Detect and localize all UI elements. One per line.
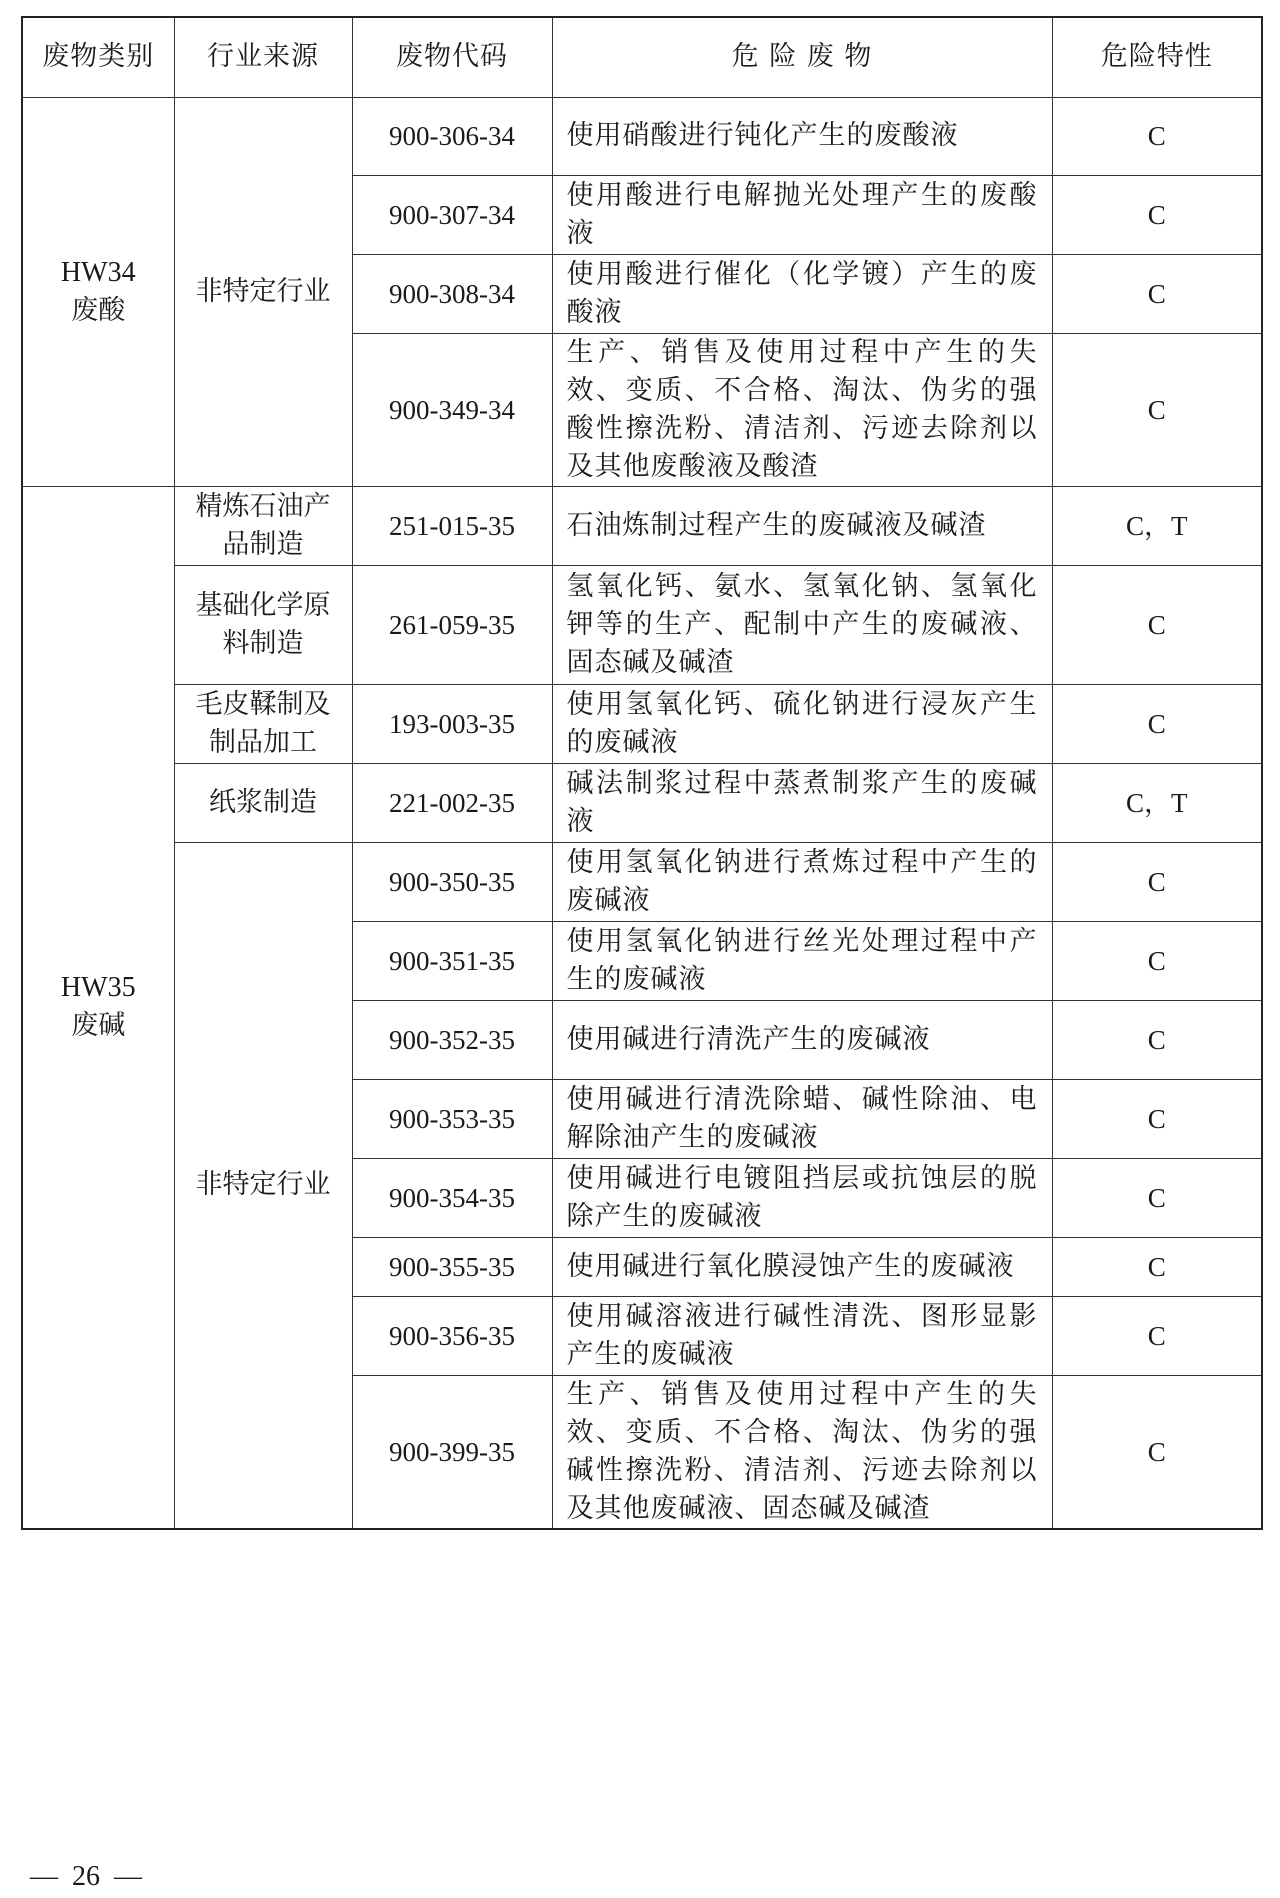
- waste-description-cell: 使用碱进行电镀阻挡层或抗蚀层的脱除产生的废碱液: [552, 1158, 1052, 1237]
- page-number: 26: [72, 1861, 100, 1892]
- waste-code-cell: 261-059-35: [352, 565, 552, 684]
- hazard-property-cell: C: [1052, 97, 1262, 175]
- waste-description-cell: 使用酸进行催化（化学镀）产生的废酸液: [552, 254, 1052, 333]
- industry-source-cell: 毛皮鞣制及制品加工: [174, 684, 352, 763]
- hazard-property-cell: C: [1052, 921, 1262, 1000]
- table-header-row: [22, 17, 1262, 97]
- waste-description-cell: 石油炼制过程产生的废碱液及碱渣: [552, 486, 1052, 565]
- hazard-property-cell: C: [1052, 1000, 1262, 1079]
- waste-code-cell: 193-003-35: [352, 684, 552, 763]
- hazard-property-cell: C: [1052, 565, 1262, 684]
- table-row: [22, 842, 1262, 921]
- waste-category-cell: [22, 97, 174, 486]
- hazard-property-cell: C: [1052, 1237, 1262, 1296]
- industry-source-cell: 精炼石油产品制造: [174, 486, 352, 565]
- hazard-property-cell: C: [1052, 1375, 1262, 1529]
- hazard-property-cell: C: [1052, 333, 1262, 486]
- waste-description-cell: 生产、销售及使用过程中产生的失效、变质、不合格、淘汰、伪劣的强酸性擦洗粉、清洁剂、污迹去除剂以及其他废酸液及酸渣: [552, 333, 1052, 486]
- waste-category-code: HW34: [60, 256, 136, 288]
- page-footer: — 26 —: [30, 1861, 142, 1892]
- header-source: 行业来源: [174, 17, 352, 97]
- hazard-property-cell: C，T: [1052, 763, 1262, 842]
- waste-code-cell: 251-015-35: [352, 486, 552, 565]
- hazard-property-cell: C: [1052, 1296, 1262, 1375]
- waste-description-cell: 使用氢氧化钠进行丝光处理过程中产生的废碱液: [552, 921, 1052, 1000]
- waste-description-cell: 氢氧化钙、氨水、氢氧化钠、氢氧化钾等的生产、配制中产生的废碱液、固态碱及碱渣: [552, 565, 1052, 684]
- table-row: [22, 684, 1262, 763]
- waste-description-cell: 生产、销售及使用过程中产生的失效、变质、不合格、淘汰、伪劣的强碱性擦洗粉、清洁剂、污迹去除剂以及其他废碱液、固态碱及碱渣: [552, 1375, 1052, 1529]
- industry-source-cell: 纸浆制造: [174, 763, 352, 842]
- waste-code-cell: 900-352-35: [352, 1000, 552, 1079]
- hazard-property-cell: C: [1052, 1158, 1262, 1237]
- waste-code-cell: 900-353-35: [352, 1079, 552, 1158]
- waste-code-cell: 900-351-35: [352, 921, 552, 1000]
- waste-category-cell: [22, 486, 174, 1529]
- waste-code-cell: 900-399-35: [352, 1375, 552, 1529]
- hazardous-waste-table: [21, 16, 1263, 1530]
- header-property: 危险特性: [1052, 17, 1262, 97]
- header-waste: 危 险 废 物: [552, 17, 1052, 97]
- waste-description-cell: 使用氢氧化钠进行煮炼过程中产生的废碱液: [552, 842, 1052, 921]
- hazard-property-cell: C，T: [1052, 486, 1262, 565]
- hazard-property-cell: C: [1052, 842, 1262, 921]
- waste-category-code: HW35: [60, 972, 136, 1003]
- waste-code-cell: 900-307-34: [352, 175, 552, 254]
- waste-description-cell: 使用碱进行清洗产生的废碱液: [552, 1000, 1052, 1079]
- waste-category-name: 废碱: [71, 1010, 126, 1041]
- table-row: [22, 97, 1262, 175]
- industry-source-cell: 非特定行业: [174, 97, 352, 486]
- waste-category-name: 废酸: [71, 294, 126, 326]
- waste-description-cell: 使用氢氧化钙、硫化钠进行浸灰产生的废碱液: [552, 684, 1052, 763]
- waste-code-cell: 900-349-34: [352, 333, 552, 486]
- hazard-property-cell: C: [1052, 684, 1262, 763]
- table-row: [22, 763, 1262, 842]
- waste-description-cell: 使用硝酸进行钝化产生的废酸液: [552, 97, 1052, 175]
- table-row: [22, 486, 1262, 565]
- waste-code-cell: 900-354-35: [352, 1158, 552, 1237]
- waste-code-cell: 900-306-34: [352, 97, 552, 175]
- waste-description-cell: 使用碱溶液进行碱性清洗、图形显影产生的废碱液: [552, 1296, 1052, 1375]
- waste-description-cell: 使用碱进行氧化膜浸蚀产生的废碱液: [552, 1237, 1052, 1296]
- industry-source-cell: 基础化学原料制造: [174, 565, 352, 684]
- header-category: 废物类别: [22, 17, 174, 97]
- hazard-property-cell: C: [1052, 254, 1262, 333]
- table-row: [22, 565, 1262, 684]
- waste-code-cell: 900-308-34: [352, 254, 552, 333]
- waste-code-cell: 900-350-35: [352, 842, 552, 921]
- waste-code-cell: 221-002-35: [352, 763, 552, 842]
- header-code: 废物代码: [352, 17, 552, 97]
- industry-source-cell: 非特定行业: [174, 842, 352, 1529]
- hazard-property-cell: C: [1052, 175, 1262, 254]
- waste-description-cell: 使用酸进行电解抛光处理产生的废酸液: [552, 175, 1052, 254]
- waste-code-cell: 900-356-35: [352, 1296, 552, 1375]
- waste-description-cell: 使用碱进行清洗除蜡、碱性除油、电解除油产生的废碱液: [552, 1079, 1052, 1158]
- waste-code-cell: 900-355-35: [352, 1237, 552, 1296]
- waste-description-cell: 碱法制浆过程中蒸煮制浆产生的废碱液: [552, 763, 1052, 842]
- hazard-property-cell: C: [1052, 1079, 1262, 1158]
